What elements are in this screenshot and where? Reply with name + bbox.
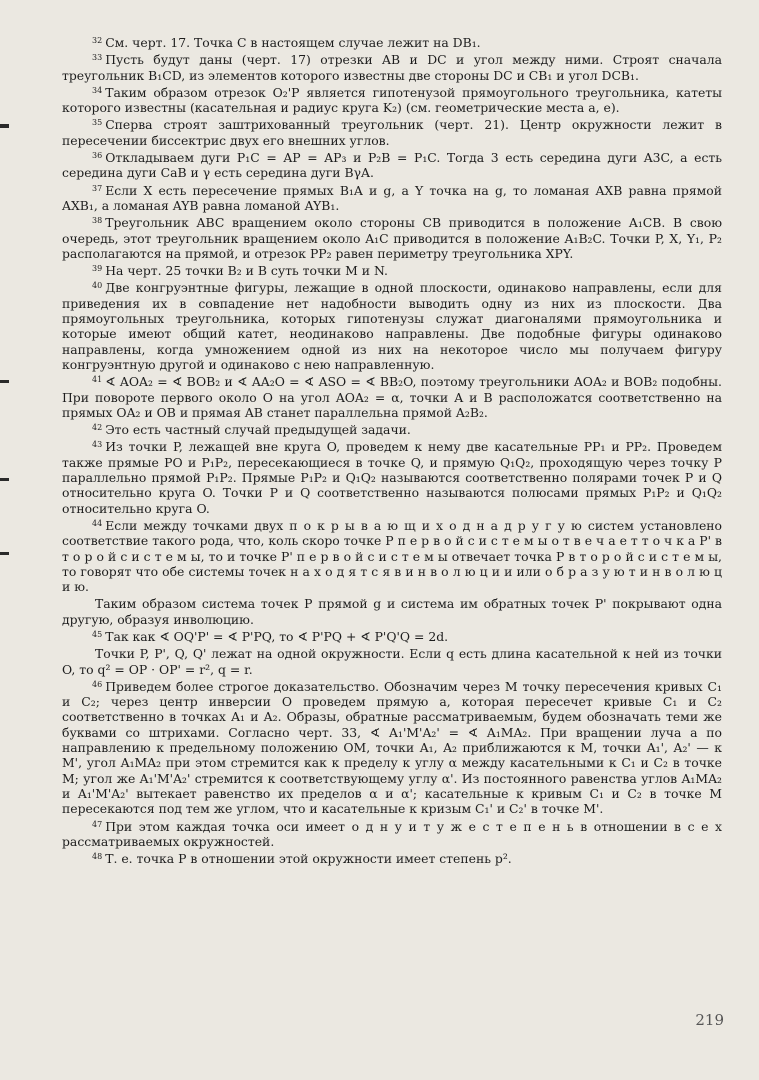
note-text: Таким образом система точек P прямой g и система им обратных точек P' покрывают одна другую, образуя инволюцию. [62, 596, 722, 627]
note [62, 213, 722, 261]
note [62, 278, 722, 372]
note-number: 35 [92, 118, 103, 128]
edge-mark [0, 478, 9, 481]
note [62, 83, 722, 116]
note [62, 817, 722, 850]
note-text: Две конгруэнтные фигуры, лежащие в одной плоскости, одинаково направлены, если для приведения их в совпадение нет надобности выводить одну из них из плоскости. Два прямоугольных треугольника, которых гипотенузы служат диагоналями прямоугольника и которые имеют общий катет, неодинаково направлены. Две подобные фигуры одинаково направлены, когда умножением одной из них на некоторое число мы получаем фигуру конгруэнтную другой и одинаково с нею направленную. [62, 280, 722, 372]
note-number: 37 [92, 183, 103, 193]
note [62, 372, 722, 420]
note-number: 40 [92, 281, 103, 291]
note-number: 48 [92, 852, 103, 862]
note-text: См. черт. 17. Точка C в настоящем случае лежит на DB₁. [105, 35, 481, 50]
note-number: 43 [92, 440, 103, 450]
note-text: На черт. 25 точки B₂ и B суть точки M и N. [105, 263, 388, 279]
note-number: 36 [92, 151, 103, 161]
note-text: Так как ∢ OQ'P' = ∢ P'PQ, то ∢ P'PQ + ∢ P'Q'Q = 2d. [105, 628, 449, 644]
note [62, 181, 722, 214]
note [62, 261, 722, 278]
note-text: Таким образом отрезок O₂'P является гипотенузой прямоугольного треугольника, катеты которого известны (касательная и радиус круга K₂) (см. геометрические места a, e). [62, 84, 722, 116]
note-text: Сперва строят заштрихованный треугольник (черт. 21). Центр окружности лежит в пересечении биссектрис двух его внешних углов. [62, 117, 722, 148]
footnotes [62, 33, 722, 866]
note-text: Пусть будут даны (черт. 17) отрезки AB и DC и угол между ними. Строят сначала треугольник B₁CD, из элементов которого известны две стороны DC и CB₁ и угол DCB₁. [62, 52, 722, 83]
note [62, 33, 722, 50]
note-number: 45 [92, 629, 103, 639]
note-text: Точки P, P', Q, Q' лежат на одной окружности. Если q есть длина касательной к ней из точки O, то q² = OP · OP' = r², q = r. [62, 646, 722, 677]
note-number: 38 [92, 216, 103, 226]
note-text: Откладываем дуги P₁C = AP = AP₃ и P₂B = P₁C. Тогда 3 есть середина дуги A3C, a есть середина дуги CaB и γ есть середина дуги BγA. [62, 150, 722, 181]
note-number: 44 [92, 518, 103, 528]
note-text: Т. е. точка P в отношении этой окружности имеет степень p². [105, 851, 512, 867]
note [62, 677, 722, 817]
note-text: При этом каждая точка оси имеет о д н у и т у ж е с т е п е н ь в отношении в с е х рассматриваемых окружностей. [62, 818, 722, 849]
note [62, 644, 722, 677]
note [62, 148, 722, 181]
note [62, 437, 722, 515]
note-text: Это есть частный случай предыдущей задачи. [105, 422, 411, 438]
note-text: Если X есть пересечение прямых B₁A и g, а Y точка на g, то ломаная AXB равна прямой AXB₁, а ломаная AYB равна ломаной AYB₁. [62, 182, 722, 213]
note [62, 420, 722, 437]
note [62, 594, 722, 627]
note-number: 39 [92, 264, 103, 274]
note-number: 32 [92, 36, 103, 45]
note-number: 33 [92, 53, 103, 63]
note-number: 42 [92, 423, 103, 433]
note-text: Треугольник ABC вращением около стороны CB приводится в положение A₁CB. В свою очередь, этот треугольник вращением около A₁C приводится в положение A₁B₂C. Точки P, X, Y₁, P₂ располагаются на прямой, и отрезок PP₂ равен периметру треугольника XPY. [62, 215, 722, 261]
note-text: Если между точками двух п о к р ы в а ю щ и х о д н а д р у г у ю систем установлено соответствие такого рода, что, коль скоро точке P п е р в о й с и с т е м ы о т в е ч а е т т о ч к а P' в т о р о й с и с т е м ы, то и точке P' п е р в о й с и с т е м ы отвечает точка P в т о р о й с и с т е м ы, то говорят что обе системы точек н а х о д я т с я в и н в о л ю ц и и или о б р а з у ю т и н в о л ю ц и ю. [62, 517, 722, 595]
note-number: 47 [92, 819, 103, 829]
page-number: 219 [695, 1011, 724, 1029]
note [62, 516, 722, 594]
note [62, 115, 722, 148]
note-text: Приведем более строгое доказательство. Обозначим через M точку пересечения кривых C₁ и C₂; через центр инверсии O проведем прямую a, которая пересечет кривые C₁ и C₂ соответственно в точках A₁ и A₂. Образы, обратные рассматриваемым, будем обозначать теми же буквами со штрихами. Согласно черт. 33, ∢ A₁'M'A₂' = ∢ A₁MA₂. При вращении луча a по направлению к предельному положению OM, точки A₁, A₂ приближаются к M, точки A₁', A₂' — к M', угол A₁MA₂ при этом стремится как к пределу к углу α между касательными к C₁ и C₂ в точке M; угол же A₁'M'A₂' стремится к соответствующему углу α'. Из постоянного равенства углов A₁MA₂ и A₁'M'A₂' вытекает равенство их пределов α и α'; касательные к кривым C₁ и C₂ в точке M пересекаются под тем же углом, что и касательные к кризым C₁' и C₂' в точке M'. [62, 678, 722, 817]
edge-mark [0, 552, 9, 555]
note [62, 50, 722, 83]
edge-mark [0, 124, 9, 128]
note-number: 41 [92, 375, 103, 385]
note-number: 46 [92, 679, 103, 689]
note-text: Из точки P, лежащей вне круга O, проведем к нему две касательные PP₁ и PP₂. Проведем также прямые PO и P₁P₂, пересекающиеся в точке Q, и прямую Q₁Q₂, проходящую через точку P параллельно прямой P₁P₂. Прямые P₁P₂ и Q₁Q₂ называются соответственно полярами точек P и Q относительно круга O. Точки P и Q соответственно называются полюсами прямых P₁P₂ и Q₁Q₂ относительно круга O. [62, 439, 722, 516]
note [62, 627, 722, 644]
note-number: 34 [92, 85, 103, 95]
note [62, 849, 722, 866]
edge-mark [0, 380, 9, 383]
note-text: ∢ AOA₂ = ∢ BOB₂ и ∢ AA₂O = ∢ ASO = ∢ BB₂O, поэтому треугольники AOA₂ и BOB₂ подобны. При повороте первого около O на угол AOA₂ = α, точки A и B расположатся соответственно на прямых OA₂ и OB и прямая AB станет параллельна прямой A₂B₂. [62, 374, 722, 420]
